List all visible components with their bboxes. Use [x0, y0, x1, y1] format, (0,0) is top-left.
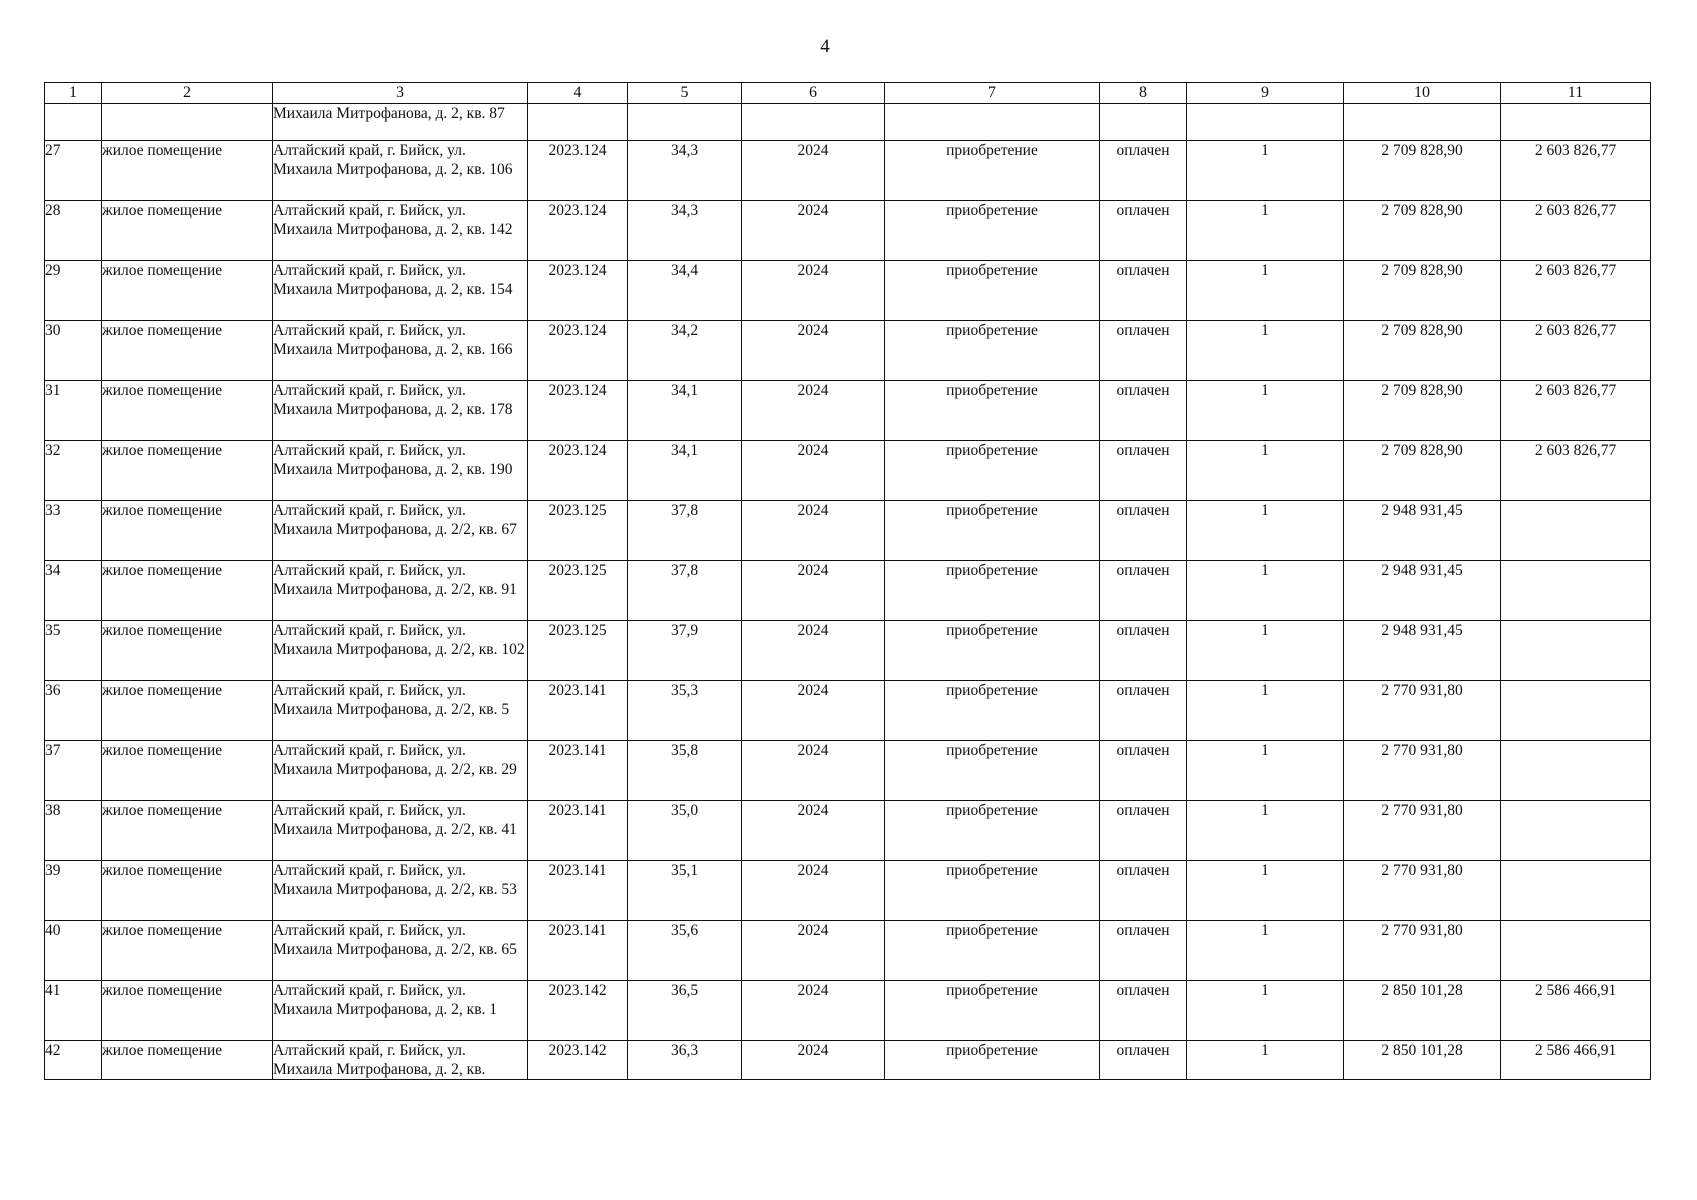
table-row	[45, 621, 1651, 681]
year-cell: 2024	[742, 1041, 885, 1080]
property-type-cell: жилое помещение	[102, 1041, 273, 1080]
acquisition-method-cell: приобретение	[885, 861, 1100, 921]
area-cell: 36,5	[628, 981, 742, 1041]
property-type-cell: жилое помещение	[102, 681, 273, 741]
row-number-cell: 30	[45, 321, 102, 381]
cost-cell: 2 948 931,45	[1344, 501, 1501, 561]
cost-cell: 2 770 931,80	[1344, 681, 1501, 741]
cost-cell: 2 709 828,90	[1344, 321, 1501, 381]
count-cell: 1	[1187, 981, 1344, 1041]
table-row	[45, 561, 1651, 621]
year-cell: 2024	[742, 981, 885, 1041]
table-row	[45, 741, 1651, 801]
area-cell: 37,8	[628, 501, 742, 561]
property-type-cell: жилое помещение	[102, 921, 273, 981]
count-cell: 1	[1187, 501, 1344, 561]
area-cell: 34,1	[628, 441, 742, 501]
row-number-cell: 34	[45, 561, 102, 621]
property-type-cell: жилое помещение	[102, 741, 273, 801]
cost-secondary-cell: 2 586 466,91	[1501, 1041, 1651, 1080]
address-cell: Алтайский край, г. Бийск, ул. Михаила Митрофанова, д. 2, кв. 190	[273, 441, 528, 501]
area-cell: 35,3	[628, 681, 742, 741]
year-cell: 2024	[742, 441, 885, 501]
property-type-cell: жилое помещение	[102, 621, 273, 681]
count-cell: 1	[1187, 201, 1344, 261]
column-header-10: 10	[1344, 83, 1501, 104]
payment-status-cell: оплачен	[1100, 261, 1187, 321]
column-header-6: 6	[742, 83, 885, 104]
code-cell: 2023.125	[528, 621, 628, 681]
property-type-cell: жилое помещение	[102, 261, 273, 321]
page-number: 4	[820, 36, 830, 57]
payment-status-cell: оплачен	[1100, 381, 1187, 441]
count-cell: 1	[1187, 141, 1344, 201]
code-cell: 2023.124	[528, 441, 628, 501]
acquisition-method-cell: приобретение	[885, 921, 1100, 981]
year-cell: 2024	[742, 141, 885, 201]
table-row	[45, 981, 1651, 1041]
cost-secondary-cell	[1501, 741, 1651, 801]
count-cell: 1	[1187, 441, 1344, 501]
column-header-9: 9	[1187, 83, 1344, 104]
column-header-2: 2	[102, 83, 273, 104]
payment-status-cell: оплачен	[1100, 981, 1187, 1041]
row-number-cell: 32	[45, 441, 102, 501]
code-cell: 2023.125	[528, 561, 628, 621]
property-type-cell: жилое помещение	[102, 381, 273, 441]
code-cell	[528, 104, 628, 141]
cost-secondary-cell	[1501, 921, 1651, 981]
row-number-cell: 31	[45, 381, 102, 441]
address-cell: Алтайский край, г. Бийск, ул. Михаила Митрофанова, д. 2/2, кв. 5	[273, 681, 528, 741]
cost-secondary-cell: 2 603 826,77	[1501, 381, 1651, 441]
property-type-cell: жилое помещение	[102, 801, 273, 861]
area-cell	[628, 104, 742, 141]
address-cell: Алтайский край, г. Бийск, ул. Михаила Митрофанова, д. 2, кв. 142	[273, 201, 528, 261]
property-type-cell: жилое помещение	[102, 981, 273, 1041]
row-number-cell: 27	[45, 141, 102, 201]
column-header-4: 4	[528, 83, 628, 104]
acquisition-method-cell: приобретение	[885, 201, 1100, 261]
count-cell: 1	[1187, 921, 1344, 981]
acquisition-method-cell: приобретение	[885, 981, 1100, 1041]
area-cell: 34,3	[628, 201, 742, 261]
cost-secondary-cell	[1501, 801, 1651, 861]
acquisition-method-cell: приобретение	[885, 441, 1100, 501]
payment-status-cell: оплачен	[1100, 561, 1187, 621]
year-cell: 2024	[742, 321, 885, 381]
address-cell: Алтайский край, г. Бийск, ул. Михаила Митрофанова, д. 2, кв. 178	[273, 381, 528, 441]
code-cell: 2023.141	[528, 741, 628, 801]
cost-cell: 2 770 931,80	[1344, 801, 1501, 861]
property-type-cell: жилое помещение	[102, 141, 273, 201]
continuation-row	[45, 104, 1651, 141]
count-cell: 1	[1187, 801, 1344, 861]
cost-secondary-cell	[1501, 621, 1651, 681]
acquisition-method-cell: приобретение	[885, 801, 1100, 861]
property-type-cell: жилое помещение	[102, 861, 273, 921]
area-cell: 37,9	[628, 621, 742, 681]
table-row	[45, 861, 1651, 921]
address-cell: Алтайский край, г. Бийск, ул. Михаила Митрофанова, д. 2, кв.	[273, 1041, 528, 1080]
cost-cell	[1344, 104, 1501, 141]
year-cell: 2024	[742, 681, 885, 741]
cost-secondary-cell: 2 603 826,77	[1501, 141, 1651, 201]
table-row	[45, 441, 1651, 501]
cost-secondary-cell	[1501, 681, 1651, 741]
address-cell: Алтайский край, г. Бийск, ул. Михаила Митрофанова, д. 2, кв. 166	[273, 321, 528, 381]
cost-secondary-cell	[1501, 561, 1651, 621]
payment-status-cell: оплачен	[1100, 501, 1187, 561]
address-cell: Алтайский край, г. Бийск, ул. Михаила Митрофанова, д. 2, кв. 106	[273, 141, 528, 201]
payment-status-cell: оплачен	[1100, 201, 1187, 261]
payment-status-cell: оплачен	[1100, 321, 1187, 381]
year-cell: 2024	[742, 561, 885, 621]
area-cell: 35,0	[628, 801, 742, 861]
cost-cell: 2 948 931,45	[1344, 621, 1501, 681]
address-cell: Алтайский край, г. Бийск, ул. Михаила Митрофанова, д. 2, кв. 154	[273, 261, 528, 321]
table-row	[45, 141, 1651, 201]
address-cell: Алтайский край, г. Бийск, ул. Михаила Митрофанова, д. 2, кв. 1	[273, 981, 528, 1041]
address-cell: Михаила Митрофанова, д. 2, кв. 87	[273, 104, 528, 141]
count-cell: 1	[1187, 261, 1344, 321]
count-cell	[1187, 104, 1344, 141]
code-cell: 2023.141	[528, 861, 628, 921]
code-cell: 2023.142	[528, 981, 628, 1041]
year-cell: 2024	[742, 921, 885, 981]
code-cell: 2023.124	[528, 201, 628, 261]
count-cell: 1	[1187, 561, 1344, 621]
cost-cell: 2 770 931,80	[1344, 861, 1501, 921]
cost-secondary-cell: 2 603 826,77	[1501, 441, 1651, 501]
payment-status-cell: оплачен	[1100, 441, 1187, 501]
column-header-11: 11	[1501, 83, 1651, 104]
cost-cell: 2 850 101,28	[1344, 981, 1501, 1041]
payment-status-cell: оплачен	[1100, 681, 1187, 741]
cost-secondary-cell: 2 603 826,77	[1501, 201, 1651, 261]
count-cell: 1	[1187, 861, 1344, 921]
area-cell: 35,8	[628, 741, 742, 801]
year-cell: 2024	[742, 861, 885, 921]
year-cell: 2024	[742, 741, 885, 801]
address-cell: Алтайский край, г. Бийск, ул. Михаила Митрофанова, д. 2/2, кв. 102	[273, 621, 528, 681]
acquisition-method-cell: приобретение	[885, 681, 1100, 741]
acquisition-method-cell: приобретение	[885, 741, 1100, 801]
row-number-cell: 42	[45, 1041, 102, 1080]
property-type-cell: жилое помещение	[102, 321, 273, 381]
table-row	[45, 261, 1651, 321]
property-type-cell: жилое помещение	[102, 441, 273, 501]
property-type-cell: жилое помещение	[102, 501, 273, 561]
table-row	[45, 1041, 1651, 1080]
code-cell: 2023.141	[528, 801, 628, 861]
cost-secondary-cell	[1501, 104, 1651, 141]
area-cell: 34,4	[628, 261, 742, 321]
acquisition-method-cell: приобретение	[885, 321, 1100, 381]
count-cell: 1	[1187, 741, 1344, 801]
table-header	[45, 83, 1651, 104]
address-cell: Алтайский край, г. Бийск, ул. Михаила Митрофанова, д. 2/2, кв. 53	[273, 861, 528, 921]
count-cell: 1	[1187, 1041, 1344, 1080]
column-header-8: 8	[1100, 83, 1187, 104]
year-cell: 2024	[742, 201, 885, 261]
address-cell: Алтайский край, г. Бийск, ул. Михаила Митрофанова, д. 2/2, кв. 29	[273, 741, 528, 801]
table-row	[45, 681, 1651, 741]
address-cell: Алтайский край, г. Бийск, ул. Михаила Митрофанова, д. 2/2, кв. 91	[273, 561, 528, 621]
column-header-5: 5	[628, 83, 742, 104]
code-cell: 2023.125	[528, 501, 628, 561]
code-cell: 2023.142	[528, 1041, 628, 1080]
area-cell: 35,6	[628, 921, 742, 981]
table-row	[45, 201, 1651, 261]
area-cell: 37,8	[628, 561, 742, 621]
cost-cell: 2 709 828,90	[1344, 381, 1501, 441]
cost-secondary-cell	[1501, 501, 1651, 561]
area-cell: 34,1	[628, 381, 742, 441]
code-cell: 2023.141	[528, 681, 628, 741]
code-cell: 2023.124	[528, 261, 628, 321]
area-cell: 36,3	[628, 1041, 742, 1080]
cost-secondary-cell: 2 586 466,91	[1501, 981, 1651, 1041]
code-cell: 2023.124	[528, 381, 628, 441]
cost-cell: 2 709 828,90	[1344, 141, 1501, 201]
table-row	[45, 801, 1651, 861]
code-cell: 2023.124	[528, 141, 628, 201]
acquisition-method-cell: приобретение	[885, 261, 1100, 321]
acquisition-method-cell: приобретение	[885, 381, 1100, 441]
cost-secondary-cell	[1501, 861, 1651, 921]
payment-status-cell: оплачен	[1100, 1041, 1187, 1080]
code-cell: 2023.141	[528, 921, 628, 981]
cost-cell: 2 850 101,28	[1344, 1041, 1501, 1080]
payment-status-cell: оплачен	[1100, 921, 1187, 981]
count-cell: 1	[1187, 681, 1344, 741]
row-number-cell: 41	[45, 981, 102, 1041]
count-cell: 1	[1187, 321, 1344, 381]
row-number-cell: 40	[45, 921, 102, 981]
row-number-cell: 28	[45, 201, 102, 261]
row-number-cell: 39	[45, 861, 102, 921]
table-body	[45, 104, 1651, 1080]
property-type-cell: жилое помещение	[102, 561, 273, 621]
row-number-cell: 33	[45, 501, 102, 561]
cost-cell: 2 709 828,90	[1344, 261, 1501, 321]
row-number-cell: 35	[45, 621, 102, 681]
housing-register-table	[44, 82, 1651, 1080]
table-row	[45, 381, 1651, 441]
year-cell: 2024	[742, 621, 885, 681]
payment-status-cell: оплачен	[1100, 741, 1187, 801]
address-cell: Алтайский край, г. Бийск, ул. Михаила Митрофанова, д. 2/2, кв. 65	[273, 921, 528, 981]
cost-cell: 2 770 931,80	[1344, 921, 1501, 981]
acquisition-method-cell	[885, 104, 1100, 141]
payment-status-cell: оплачен	[1100, 861, 1187, 921]
row-number-cell: 37	[45, 741, 102, 801]
area-cell: 34,3	[628, 141, 742, 201]
year-cell: 2024	[742, 381, 885, 441]
acquisition-method-cell: приобретение	[885, 1041, 1100, 1080]
table-row	[45, 921, 1651, 981]
property-type-cell	[102, 104, 273, 141]
column-header-7: 7	[885, 83, 1100, 104]
acquisition-method-cell: приобретение	[885, 621, 1100, 681]
area-cell: 34,2	[628, 321, 742, 381]
payment-status-cell: оплачен	[1100, 621, 1187, 681]
table-row	[45, 321, 1651, 381]
row-number-cell: 29	[45, 261, 102, 321]
year-cell	[742, 104, 885, 141]
address-cell: Алтайский край, г. Бийск, ул. Михаила Митрофанова, д. 2/2, кв. 41	[273, 801, 528, 861]
property-type-cell: жилое помещение	[102, 201, 273, 261]
year-cell: 2024	[742, 501, 885, 561]
cost-cell: 2 709 828,90	[1344, 441, 1501, 501]
code-cell: 2023.124	[528, 321, 628, 381]
table-row	[45, 501, 1651, 561]
column-header-3: 3	[273, 83, 528, 104]
payment-status-cell: оплачен	[1100, 801, 1187, 861]
payment-status-cell: оплачен	[1100, 141, 1187, 201]
cost-cell: 2 770 931,80	[1344, 741, 1501, 801]
area-cell: 35,1	[628, 861, 742, 921]
address-cell: Алтайский край, г. Бийск, ул. Михаила Митрофанова, д. 2/2, кв. 67	[273, 501, 528, 561]
row-number-cell: 38	[45, 801, 102, 861]
acquisition-method-cell: приобретение	[885, 501, 1100, 561]
row-number-cell: 36	[45, 681, 102, 741]
acquisition-method-cell: приобретение	[885, 141, 1100, 201]
year-cell: 2024	[742, 261, 885, 321]
count-cell: 1	[1187, 621, 1344, 681]
header-row	[45, 83, 1651, 104]
cost-cell: 2 948 931,45	[1344, 561, 1501, 621]
cost-secondary-cell: 2 603 826,77	[1501, 321, 1651, 381]
column-header-1: 1	[45, 83, 102, 104]
row-number-cell	[45, 104, 102, 141]
year-cell: 2024	[742, 801, 885, 861]
count-cell: 1	[1187, 381, 1344, 441]
acquisition-method-cell: приобретение	[885, 561, 1100, 621]
cost-secondary-cell: 2 603 826,77	[1501, 261, 1651, 321]
payment-status-cell	[1100, 104, 1187, 141]
cost-cell: 2 709 828,90	[1344, 201, 1501, 261]
